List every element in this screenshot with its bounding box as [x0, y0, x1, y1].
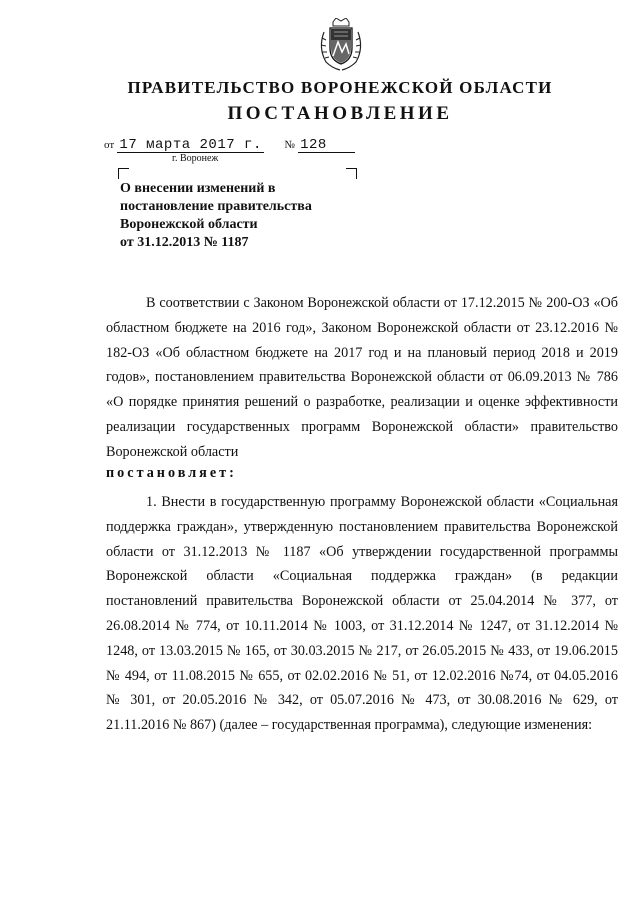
item-1-paragraph: 1. Внести в государственную программу Воронежской области «Социальная поддержка граждан», утвержденную постановлением правительства Воронежской области от 31.12.2013 № 1187 «Об утверждении государственной программы Воронежской области «Социальная поддержка граждан» (в редакции постановлений правительства Воронежской области от 25.04.2014 № 377, от 26.08.2014 № 774, от 10.11.2014 № 1003, от 31.12.2014 № 1247, от 31.12.2014 № 1248, от 13.03.2015 № 165, от 30.03.2015 № 217, от 26.05.2015 № 433, от 19.06.2015 № 494, от 11.08.2015 № 655, от 02.02.2016 № 51, от 12.02.2016 №74, от 04.05.2016 № 301, от 20.05.2016 № 342, от 05.07.2016 № 473, от 30.08.2016 № 629, от 21.11.2016 № 867) (далее – государственная программа), следующие изменения: [106, 494, 618, 734]
coat-of-arms-emblem [316, 18, 366, 72]
subject-line: постановление правительства [120, 199, 312, 214]
city-label: г. Воронеж [172, 153, 219, 164]
number-prefix: № [284, 139, 295, 151]
preamble-paragraph: В соответствии с Законом Воронежской области от 17.12.2015 № 200-ОЗ «Об областном бюджете на 2016 год», Законом Воронежской области от 23.12.2016 № 182-ОЗ «Об областном бюджете на 2017 год и на плановый период 2018 и 2019 годов», постановлением правительства Воронежской области от 06.09.2013 № 786 «О порядке принятия решений о разработке, реализации и оценке эффективности реализации государственных программ Воронежской области» правительство Воронежской области [106, 295, 618, 460]
decree-word: постановляет: [106, 465, 237, 481]
government-title: ПРАВИТЕЛЬСТВО ВОРОНЕЖСКОЙ ОБЛАСТИ [127, 78, 553, 97]
subject-line: Воронежской области [120, 217, 258, 232]
subject-line: от 31.12.2013 № 1187 [120, 235, 249, 250]
document-date: 17 марта 2017 г. [119, 137, 262, 153]
date-number-line [104, 136, 355, 153]
subject-line: О внесении изменений в [120, 181, 276, 196]
document-type: ПОСТАНОВЛЕНИЕ [227, 103, 453, 124]
document-subject [120, 180, 312, 252]
corner-bracket-left [118, 168, 129, 179]
corner-bracket-right [346, 168, 357, 179]
date-prefix: от [104, 139, 115, 151]
document-number: 128 [298, 138, 355, 153]
